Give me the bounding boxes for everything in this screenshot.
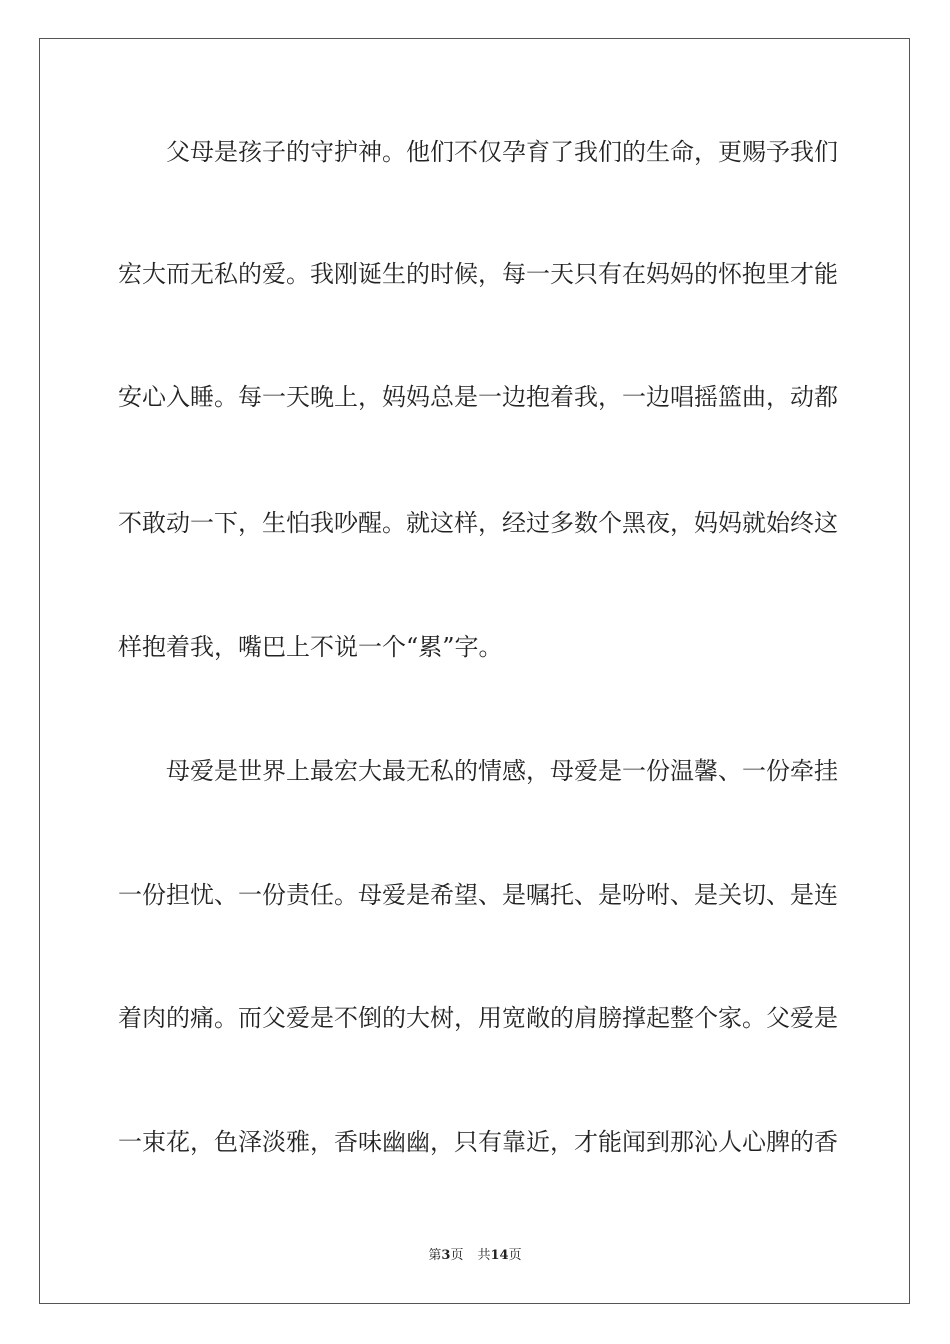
paragraph-1-line-4: 不敢动一下，生怕我吵醒。就这样，经过多数个黑夜，妈妈就始终这 (118, 509, 838, 537)
footer-total-prefix: 共 (477, 1248, 491, 1263)
paragraph-2-line-1: 母爱是世界上最宏大最无私的情感，母爱是一份温馨、一份牵挂 (166, 757, 838, 785)
footer-page-number: 3 (441, 1248, 451, 1263)
paragraph-2-line-3: 着肉的痛。而父爱是不倒的大树，用宽敞的肩膀撑起整个家。父爱是 (118, 1004, 838, 1032)
footer-page-prefix: 第 (428, 1248, 442, 1263)
paragraph-2-line-2: 一份担忧、一份责任。母爱是希望、是嘱托、是吩咐、是关切、是连 (118, 881, 838, 909)
page-border (39, 38, 910, 1304)
footer-total-suffix: 页 (508, 1248, 522, 1263)
paragraph-1-line-1: 父母是孩子的守护神。他们不仅孕育了我们的生命，更赐予我们 (166, 138, 838, 166)
footer-total-pages: 14 (490, 1248, 509, 1263)
paragraph-1-line-2: 宏大而无私的爱。我刚诞生的时候，每一天只有在妈妈的怀抱里才能 (118, 260, 838, 288)
paragraph-2-line-4: 一束花，色泽淡雅，香味幽幽，只有靠近，才能闻到那沁人心脾的香 (118, 1128, 838, 1156)
paragraph-1-line-5: 样抱着我，嘴巴上不说一个“累”字。 (118, 633, 503, 661)
paragraph-1-line-3: 安心入睡。每一天晚上，妈妈总是一边抱着我，一边唱摇篮曲，动都 (118, 383, 838, 411)
footer-page-suffix: 页 (450, 1248, 464, 1263)
page-footer (0, 1248, 950, 1264)
